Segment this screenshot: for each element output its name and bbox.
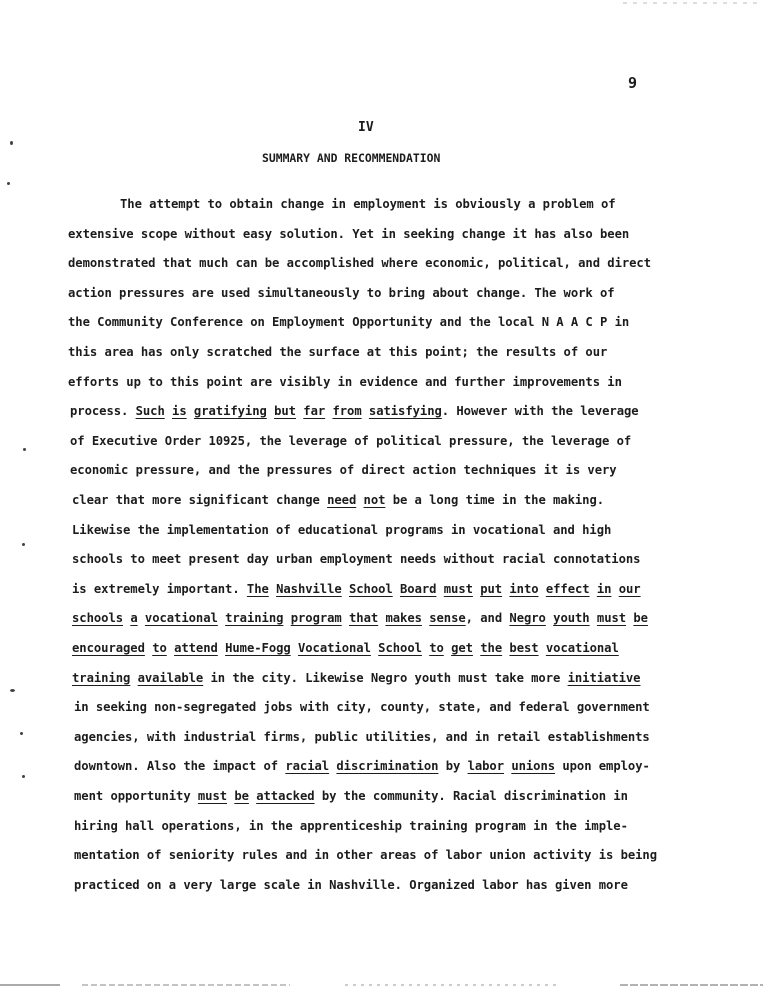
underlined-text: program bbox=[290, 611, 342, 626]
underlined-text: put bbox=[480, 581, 503, 596]
underlined-text: is bbox=[172, 404, 187, 419]
underlined-text: Nashville bbox=[276, 581, 342, 596]
text-segment: this area has only scratched the surface at this point; the results of our bbox=[68, 345, 608, 359]
text-segment bbox=[436, 582, 443, 596]
text-segment: . However with the leverage bbox=[441, 404, 639, 419]
text-segment: in seeking non-segregated jobs with city, county, state, and federal government bbox=[74, 700, 650, 715]
text-segment bbox=[342, 611, 349, 625]
underlined-text: gratifying bbox=[193, 404, 267, 419]
text-segment bbox=[267, 404, 274, 418]
underlined-text: that bbox=[349, 611, 379, 626]
underlined-text: schools bbox=[72, 611, 124, 626]
text-line bbox=[72, 582, 641, 596]
text-segment bbox=[130, 671, 137, 685]
text-line bbox=[74, 759, 650, 773]
underlined-text: a bbox=[130, 611, 138, 626]
text-line bbox=[72, 523, 611, 537]
text-line bbox=[72, 611, 648, 625]
text-line bbox=[68, 286, 615, 300]
text-segment bbox=[362, 404, 369, 418]
underlined-text: Negro bbox=[509, 611, 546, 626]
text-segment: upon employ- bbox=[555, 759, 650, 774]
text-line bbox=[68, 227, 629, 241]
text-segment: schools to meet present day urban employment needs without racial connotations bbox=[72, 552, 641, 567]
text-segment: economic pressure, and the pressures of direct action techniques it is very bbox=[70, 463, 617, 478]
underlined-text: labor bbox=[467, 759, 505, 774]
text-segment bbox=[342, 582, 349, 596]
text-line bbox=[74, 700, 650, 714]
text-segment bbox=[590, 582, 597, 596]
underlined-text: our bbox=[618, 581, 641, 596]
underlined-text: attend bbox=[174, 641, 218, 655]
underlined-text: The bbox=[246, 581, 269, 596]
underlined-text: attacked bbox=[256, 789, 315, 803]
underlined-text: training bbox=[72, 670, 131, 685]
text-segment: efforts up to this point are visibly in evidence and further improvements in bbox=[68, 374, 622, 389]
text-segment: The attempt to obtain change in employment is obviously a problem of bbox=[120, 197, 616, 211]
scan-speck bbox=[10, 141, 13, 145]
underlined-text: vocational bbox=[545, 641, 619, 655]
text-segment bbox=[218, 641, 225, 655]
scan-speck bbox=[22, 775, 25, 778]
underlined-text: discrimination bbox=[336, 759, 439, 774]
text-line bbox=[120, 197, 616, 211]
underlined-text: in bbox=[596, 581, 612, 596]
text-line bbox=[74, 730, 650, 744]
text-segment: the Community Conference on Employment Opportunity and the local N A A C P in bbox=[68, 315, 630, 330]
underlined-text: but bbox=[274, 404, 296, 419]
scan-speck bbox=[22, 543, 25, 546]
text-segment: downtown. Also the impact of bbox=[74, 759, 286, 774]
section-title: SUMMARY AND RECOMMENDATION bbox=[262, 151, 441, 165]
text-segment: extensive scope without easy solution. Yet in seeking change it has also been bbox=[68, 226, 630, 241]
underlined-text: get bbox=[451, 641, 473, 655]
scan-edge-dashes bbox=[623, 0, 763, 6]
underlined-text: not bbox=[363, 493, 386, 507]
text-segment: by the community. Racial discrimination in bbox=[314, 789, 628, 803]
underlined-text: be bbox=[633, 611, 648, 626]
text-segment: of Executive Order 10925, the leverage of political pressure, the leverage of bbox=[70, 433, 632, 448]
text-segment bbox=[167, 641, 174, 655]
page-number: 9 bbox=[628, 74, 638, 92]
text-segment bbox=[393, 582, 400, 596]
text-segment: action pressures are used simultaneously to bring about change. The work of bbox=[68, 285, 615, 300]
underlined-text: vocational bbox=[144, 611, 218, 626]
text-segment: agencies, with industrial firms, public utilities, and in retail establishments bbox=[74, 729, 650, 744]
text-segment: ment opportunity bbox=[74, 789, 198, 803]
underlined-text: the bbox=[480, 641, 503, 655]
text-line bbox=[72, 493, 604, 507]
underlined-text: far bbox=[303, 404, 326, 419]
underlined-text: makes bbox=[385, 611, 422, 626]
text-segment bbox=[218, 611, 225, 625]
underlined-text: be bbox=[234, 789, 249, 803]
underlined-text: School bbox=[378, 641, 422, 655]
text-line bbox=[72, 671, 640, 685]
underlined-text: unions bbox=[511, 759, 556, 774]
underlined-text: training bbox=[225, 611, 284, 626]
underlined-text: must bbox=[197, 789, 228, 803]
underlined-text: racial bbox=[285, 759, 330, 774]
text-segment bbox=[611, 582, 618, 596]
text-line bbox=[68, 375, 622, 389]
text-segment bbox=[291, 641, 298, 655]
text-segment bbox=[356, 493, 363, 507]
underlined-text: must bbox=[596, 611, 627, 626]
text-segment bbox=[539, 641, 546, 655]
underlined-text: need bbox=[327, 493, 357, 507]
text-line bbox=[70, 434, 631, 448]
scan-speck bbox=[10, 689, 15, 692]
underlined-text: Such bbox=[135, 404, 165, 419]
text-line bbox=[72, 552, 640, 566]
underlined-text: initiative bbox=[567, 670, 641, 685]
text-segment: hiring hall operations, in the apprenticeship training program in the imple- bbox=[74, 818, 628, 833]
scan-speck bbox=[20, 732, 23, 735]
underlined-text: School bbox=[348, 581, 393, 596]
underlined-text: sense bbox=[429, 611, 466, 626]
text-segment: , and bbox=[465, 611, 510, 626]
text-segment: be a long time in the making. bbox=[385, 493, 605, 507]
text-segment bbox=[187, 404, 194, 418]
text-segment: practiced on a very large scale in Nashville. Organized labor has given more bbox=[74, 877, 628, 892]
underlined-text: must bbox=[443, 581, 473, 596]
text-segment: demonstrated that much can be accomplished where economic, political, and direct bbox=[68, 256, 652, 271]
text-line bbox=[68, 345, 607, 359]
text-segment: clear that more significant change bbox=[72, 493, 328, 507]
underlined-text: satisfying bbox=[368, 404, 442, 419]
scan-speck bbox=[23, 448, 26, 451]
underlined-text: effect bbox=[545, 581, 590, 596]
text-line bbox=[74, 819, 628, 833]
text-line bbox=[68, 256, 651, 270]
text-line bbox=[74, 848, 657, 862]
text-segment: process. bbox=[70, 404, 136, 419]
text-segment: is extremely important. bbox=[72, 581, 247, 596]
text-segment bbox=[590, 611, 597, 625]
underlined-text: Hume-Fogg bbox=[225, 641, 291, 655]
underlined-text: best bbox=[509, 641, 539, 655]
section-numeral: IV bbox=[358, 120, 374, 135]
underlined-text: from bbox=[332, 404, 362, 419]
text-line bbox=[72, 641, 619, 655]
text-segment bbox=[539, 582, 546, 596]
underlined-text: encouraged bbox=[72, 641, 145, 655]
underlined-text: to bbox=[429, 641, 444, 655]
underlined-text: Vocational bbox=[297, 641, 371, 655]
text-line bbox=[74, 789, 628, 803]
text-segment: by bbox=[438, 759, 468, 774]
underlined-text: youth bbox=[553, 611, 590, 626]
underlined-text: to bbox=[152, 641, 167, 655]
text-segment: Likewise the implementation of educational programs in vocational and high bbox=[72, 522, 612, 537]
text-segment bbox=[138, 611, 145, 625]
underlined-text: Board bbox=[400, 581, 437, 596]
underlined-text: available bbox=[137, 670, 204, 685]
scan-bottom-edge bbox=[0, 980, 763, 990]
text-segment bbox=[269, 582, 276, 596]
text-line bbox=[68, 315, 629, 329]
scan-speck bbox=[7, 182, 10, 185]
text-segment bbox=[165, 404, 172, 418]
text-segment bbox=[444, 641, 451, 655]
underlined-text: into bbox=[509, 581, 539, 596]
text-segment: mentation of seniority rules and in other areas of labor union activity is being bbox=[74, 848, 658, 863]
text-line bbox=[70, 463, 617, 477]
text-segment bbox=[283, 611, 290, 625]
text-line bbox=[74, 878, 628, 892]
text-segment: in the city. Likewise Negro youth must take more bbox=[203, 670, 568, 685]
text-line bbox=[70, 404, 639, 418]
